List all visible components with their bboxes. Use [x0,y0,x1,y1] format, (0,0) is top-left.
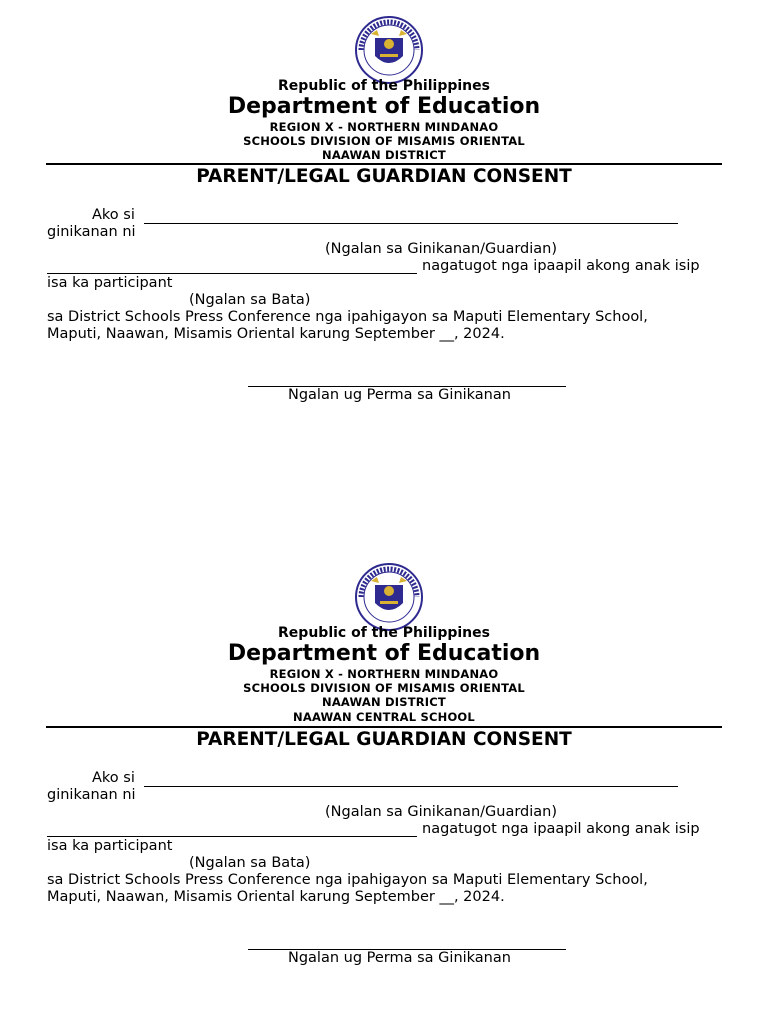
child-name-line[interactable] [47,273,417,274]
child-name-line[interactable] [47,836,417,837]
event-text-line-2: Maputi, Naawan, Misamis Oriental karung September __, 2024. [47,889,505,905]
consent-title: PARENT/LEGAL GUARDIAN CONSENT [196,166,572,187]
child-name-caption: (Ngalan sa Bata) [189,855,311,871]
division-label: SCHOOLS DIVISION OF MISAMIS ORIENTAL [243,134,525,148]
division-label: SCHOOLS DIVISION OF MISAMIS ORIENTAL [243,681,525,695]
region-label: REGION X - NORTHERN MINDANAO [269,120,499,134]
parent-name-line[interactable] [144,223,678,224]
signature-caption: Ngalan ug Perma sa Ginikanan [288,387,511,403]
region-label: REGION X - NORTHERN MINDANAO [269,667,499,681]
parent-name-line[interactable] [144,786,678,787]
event-text-line-1: sa District Schools Press Conference nga ipahigayon sa Maputi Elementary School, [47,872,648,888]
ako-si-label: Ako si [92,207,135,223]
event-text-line-1: sa District Schools Press Conference nga ipahigayon sa Maputi Elementary School, [47,309,648,325]
deped-seal-logo [353,563,425,631]
nagatugot-text: nagatugot nga ipaapil akong anak isip [422,258,700,274]
deped-seal-logo [353,16,425,84]
signature-caption: Ngalan ug Perma sa Ginikanan [288,950,511,966]
participant-text: isa ka participant [47,838,173,854]
district-label: NAAWAN DISTRICT [322,148,446,162]
event-text-line-2: Maputi, Naawan, Misamis Oriental karung September __, 2024. [47,326,505,342]
republic-label: Republic of the Philippines [278,78,490,94]
nagatugot-text: nagatugot nga ipaapil akong anak isip [422,821,700,837]
header-divider [46,163,722,165]
ginikanan-ni-label: ginikanan ni [47,224,136,240]
department-title: Department of Education [227,641,541,666]
parent-name-caption: (Ngalan sa Ginikanan/Guardian) [325,804,557,820]
child-name-caption: (Ngalan sa Bata) [189,292,311,308]
parent-name-caption: (Ngalan sa Ginikanan/Guardian) [325,241,557,257]
ako-si-label: Ako si [92,770,135,786]
school-label: NAAWAN CENTRAL SCHOOL [293,710,475,724]
ginikanan-ni-label: ginikanan ni [47,787,136,803]
district-label: NAAWAN DISTRICT [322,695,446,709]
republic-label: Republic of the Philippines [278,625,490,641]
participant-text: isa ka participant [47,275,173,291]
consent-title: PARENT/LEGAL GUARDIAN CONSENT [196,729,572,750]
header-divider [46,726,722,728]
department-title: Department of Education [227,94,541,119]
